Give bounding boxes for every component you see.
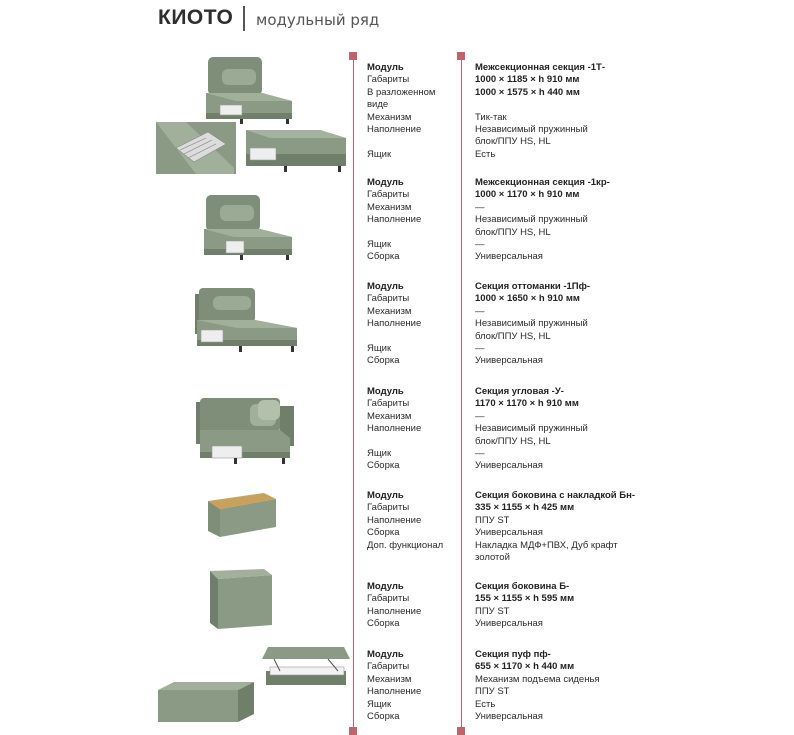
label	[367, 136, 435, 148]
label: Габариты	[367, 593, 410, 605]
label: Габариты	[367, 502, 410, 514]
title-divider	[243, 6, 245, 31]
label: Механизм	[367, 305, 412, 317]
value: Независимый пружинный	[475, 318, 588, 330]
label: Модуль	[367, 490, 404, 501]
value: Универсальная	[475, 618, 543, 630]
value: Тик-так	[475, 111, 507, 123]
pouf-open-image	[258, 643, 350, 691]
module-3-values	[475, 281, 590, 368]
module-4-labels	[367, 386, 421, 473]
label: Сборка	[367, 527, 400, 539]
armless-section-1kr-image	[200, 193, 296, 261]
value: Универсальная	[475, 460, 543, 472]
label	[367, 552, 443, 564]
label	[367, 331, 421, 343]
label: Сборка	[367, 618, 400, 630]
pouf-closed-image	[156, 680, 256, 726]
divider-marker-top-right	[457, 52, 465, 60]
armless-section-1t-image	[200, 55, 296, 125]
value: 335 × 1155 × h 425 мм	[475, 502, 575, 514]
label	[367, 436, 421, 448]
value: Есть	[475, 148, 496, 160]
value: 1000 × 1185 × h 910 мм	[475, 74, 580, 86]
value: 1170 × 1170 × h 910 мм	[475, 398, 579, 410]
label: Механизм	[367, 410, 412, 422]
value: золотой	[475, 552, 510, 564]
label: В разложенном	[367, 86, 436, 98]
label: Габариты	[367, 189, 410, 201]
value: 1000 × 1650 × h 910 мм	[475, 293, 580, 305]
value: —	[475, 410, 485, 422]
value: блок/ППУ HS, HL	[475, 226, 551, 238]
value	[475, 99, 605, 111]
value: Независимый пружинный	[475, 124, 588, 136]
label: Наполнение	[367, 318, 422, 330]
value: —	[475, 201, 485, 213]
label: Ящик	[367, 448, 392, 460]
module-4-values	[475, 386, 588, 473]
label: Наполнение	[367, 686, 422, 698]
label: Ящик	[367, 239, 392, 251]
page-subtitle: модульный ряд	[256, 11, 380, 29]
value: 1000 × 1575 × h 440 мм	[475, 86, 580, 98]
module-2-values	[475, 177, 610, 264]
value: —	[475, 239, 485, 251]
label: Наполнение	[367, 214, 422, 226]
left-divider-line	[353, 56, 354, 735]
value: блок/ППУ HS, HL	[475, 435, 551, 447]
value: Секция боковина Б-	[475, 581, 570, 592]
value: Независимый пружинный	[475, 214, 588, 226]
right-divider-line	[461, 56, 462, 735]
label: Модуль	[367, 281, 404, 292]
label: Модуль	[367, 581, 404, 592]
value: Механизм подъема сиденья	[475, 673, 600, 685]
label: Механизм	[367, 111, 412, 123]
module-6-values	[475, 581, 574, 631]
value: блок/ППУ HS, HL	[475, 330, 551, 342]
label: Ящик	[367, 343, 392, 355]
value: Секция оттоманки -1Пф-	[475, 281, 591, 292]
value: Есть	[475, 698, 496, 710]
value: Универсальная	[475, 251, 543, 263]
value: Секция угловая -У-	[475, 386, 564, 397]
label: Наполнение	[367, 605, 422, 617]
label: Наполнение	[367, 124, 422, 136]
label: Доп. функционал	[367, 539, 444, 551]
label: Габариты	[367, 398, 410, 410]
label: Габариты	[367, 661, 410, 673]
divider-marker-bottom-left	[349, 727, 357, 735]
divider-marker-bottom-right	[457, 727, 465, 735]
value: 655 × 1170 × h 440 мм	[475, 661, 575, 673]
value: —	[475, 343, 485, 355]
label: Габариты	[367, 293, 410, 305]
value: —	[475, 448, 485, 460]
label: Механизм	[367, 201, 412, 213]
label	[367, 227, 421, 239]
value: Секция боковина с накладкой Бн-	[475, 490, 636, 501]
value: —	[475, 305, 485, 317]
module-2-labels	[367, 177, 421, 264]
label: Модуль	[367, 649, 404, 660]
value: Межсекционная секция -1кр-	[475, 177, 610, 188]
value: Универсальная	[475, 527, 543, 539]
module-1-labels	[367, 62, 435, 161]
label: Модуль	[367, 177, 404, 188]
module-5-values	[475, 490, 635, 564]
label: Сборка	[367, 460, 400, 472]
value: Межсекционная секция -1Т-	[475, 62, 606, 73]
module-3-labels	[367, 281, 421, 368]
label: Наполнение	[367, 423, 422, 435]
value: Независимый пружинный	[475, 423, 588, 435]
value: Накладка МДФ+ПВХ, Дуб крафт	[475, 539, 618, 551]
value: ППУ ST	[475, 686, 510, 698]
page-title: КИОТО	[158, 6, 234, 29]
corner-section-image	[194, 396, 298, 466]
module-7-values	[475, 649, 600, 723]
label: виде	[367, 99, 389, 111]
label: Модуль	[367, 62, 404, 73]
label: Ящик	[367, 698, 392, 710]
value: 1000 × 1170 × h 910 мм	[475, 189, 580, 201]
module-5-labels	[367, 490, 443, 564]
label: Наполнение	[367, 514, 422, 526]
mechanism-detail-image	[156, 122, 236, 174]
label: Сборка	[367, 711, 400, 723]
label: Габариты	[367, 74, 410, 86]
divider-marker-top-left	[349, 52, 357, 60]
value: ППУ ST	[475, 605, 510, 617]
value: блок/ППУ HS, HL	[475, 136, 551, 148]
armrest-with-wood-image	[206, 491, 278, 541]
armrest-panel-image	[208, 567, 274, 631]
module-6-labels	[367, 581, 421, 631]
module-7-labels	[367, 649, 421, 723]
label: Механизм	[367, 673, 412, 685]
module-1-values	[475, 62, 605, 161]
ottoman-section-image	[193, 286, 301, 356]
unfolded-bed-image	[240, 124, 350, 174]
value: ППУ ST	[475, 514, 510, 526]
value: Секция пуф пф-	[475, 649, 551, 660]
label: Сборка	[367, 251, 400, 263]
label: Сборка	[367, 355, 400, 367]
label: Ящик	[367, 148, 392, 160]
value: Универсальная	[475, 711, 543, 723]
value: 155 × 1155 × h 595 мм	[475, 593, 575, 605]
value: Универсальная	[475, 355, 543, 367]
label: Модуль	[367, 386, 404, 397]
